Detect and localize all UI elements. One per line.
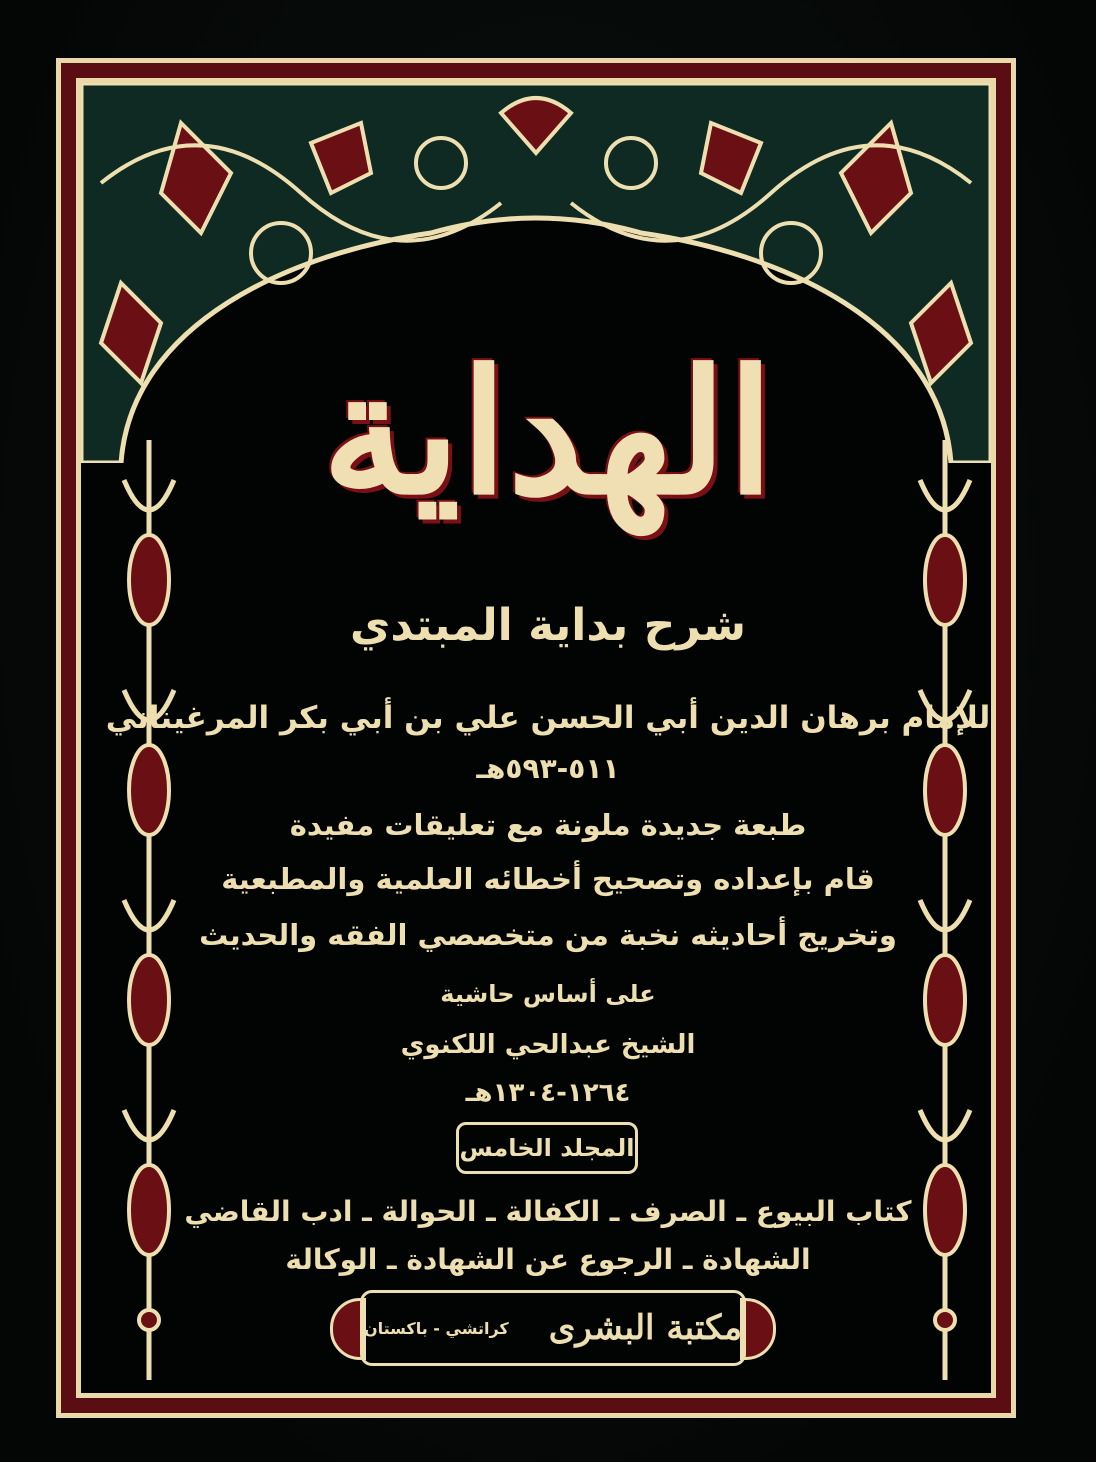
edition-line-2: قام بإعداده وتصحيح أخطائه العلمية والمطبعية [221,862,875,896]
edition-line-1: طبعة جديدة ملونة مع تعليقات مفيدة [289,808,807,842]
publisher-cartouche [360,1290,746,1366]
publisher-name: مكتبة البشرى [548,1308,743,1348]
commentator-name: الشيخ عبدالحي اللكنوي [400,1030,696,1060]
side-vine-ornament-icon [104,440,194,1380]
contents-line-1: كتاب البيوع ـ الصرف ـ الكفالة ـ الحوالة ـ ادب القاضي [184,1195,912,1228]
volume-label: المجلد الخامس [456,1122,638,1174]
book-title: الهداية [321,333,775,533]
side-vine-ornament-icon [900,440,990,1380]
book-subtitle: شرح بداية المبتدي [350,600,746,651]
contents-line-2: الشهادة ـ الرجوع عن الشهادة ـ الوكالة [285,1243,811,1276]
author-dates: ٥١١-٥٩٣هـ [476,752,620,785]
author-line: للإمام برهان الدين أبي الحسن علي بن أبي بكر المرغيناني [105,700,991,736]
commentator-dates: ١٢٦٤-١٣٠٤هـ [465,1078,631,1108]
edition-line-3: وتخريج أحاديثه نخبة من متخصصي الفقه والحديث [199,918,897,952]
basis-line: على أساس حاشية [440,980,656,1008]
publisher-city: كراتشي - باكستان [363,1318,509,1338]
